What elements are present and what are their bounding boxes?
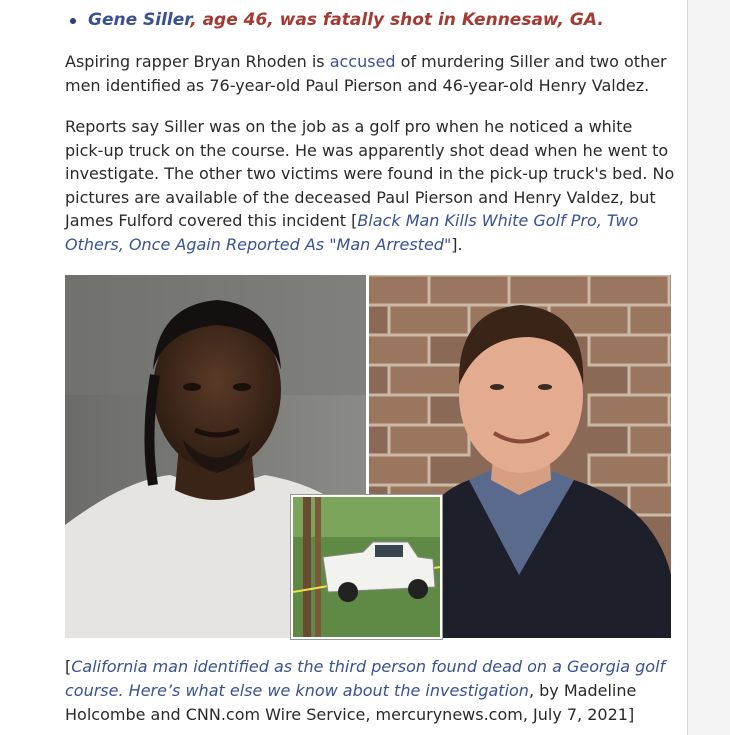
victim-details: , age 46, was fatally shot in Kennesaw, GA. [190, 10, 604, 30]
paragraph-text: ]. [451, 234, 463, 254]
paragraph-text: of murdering Siller and two other men identified as 76-year-old Paul Pierson and 46-year-old Henry Valdez. [65, 52, 667, 95]
bullet-item [88, 10, 604, 30]
mercurynews-article-link[interactable]: California man identified as the third person found dead on a Georgia golf course. Here’s what else we know about the investigation [65, 657, 666, 700]
bullet-dot-icon [70, 18, 76, 24]
paragraph-text: Reports say Siller was on the job as a golf pro when he noticed a white pick-up truck on the course. He was apparently shot dead when he went to investigate. The other two victims were found in the pick-up truck's bed. No pictures are available of the deceased Paul Pierson and Henry Valdez, but James Fulford covered this incident [ [65, 117, 675, 230]
right-sidebar [687, 0, 730, 735]
image-caption [65, 655, 685, 727]
victim-name: Gene Siller [88, 10, 191, 30]
paragraph-reports [65, 115, 675, 256]
paragraph-text: Aspiring rapper Bryan Rhoden is [65, 52, 330, 71]
caption-text: [ [65, 657, 72, 676]
paragraph-accused [65, 50, 675, 97]
truck-inset-photo [291, 495, 442, 639]
fulford-article-link[interactable]: Black Man Kills White Golf Pro, Two Others, Once Again Reported As "Man Arrested" [65, 211, 639, 254]
caption-text: , by Madeline Holcombe and CNN.com Wire Service, mercurynews.com, July 7, 2021] [65, 681, 637, 724]
accused-link[interactable]: accused [329, 52, 396, 71]
